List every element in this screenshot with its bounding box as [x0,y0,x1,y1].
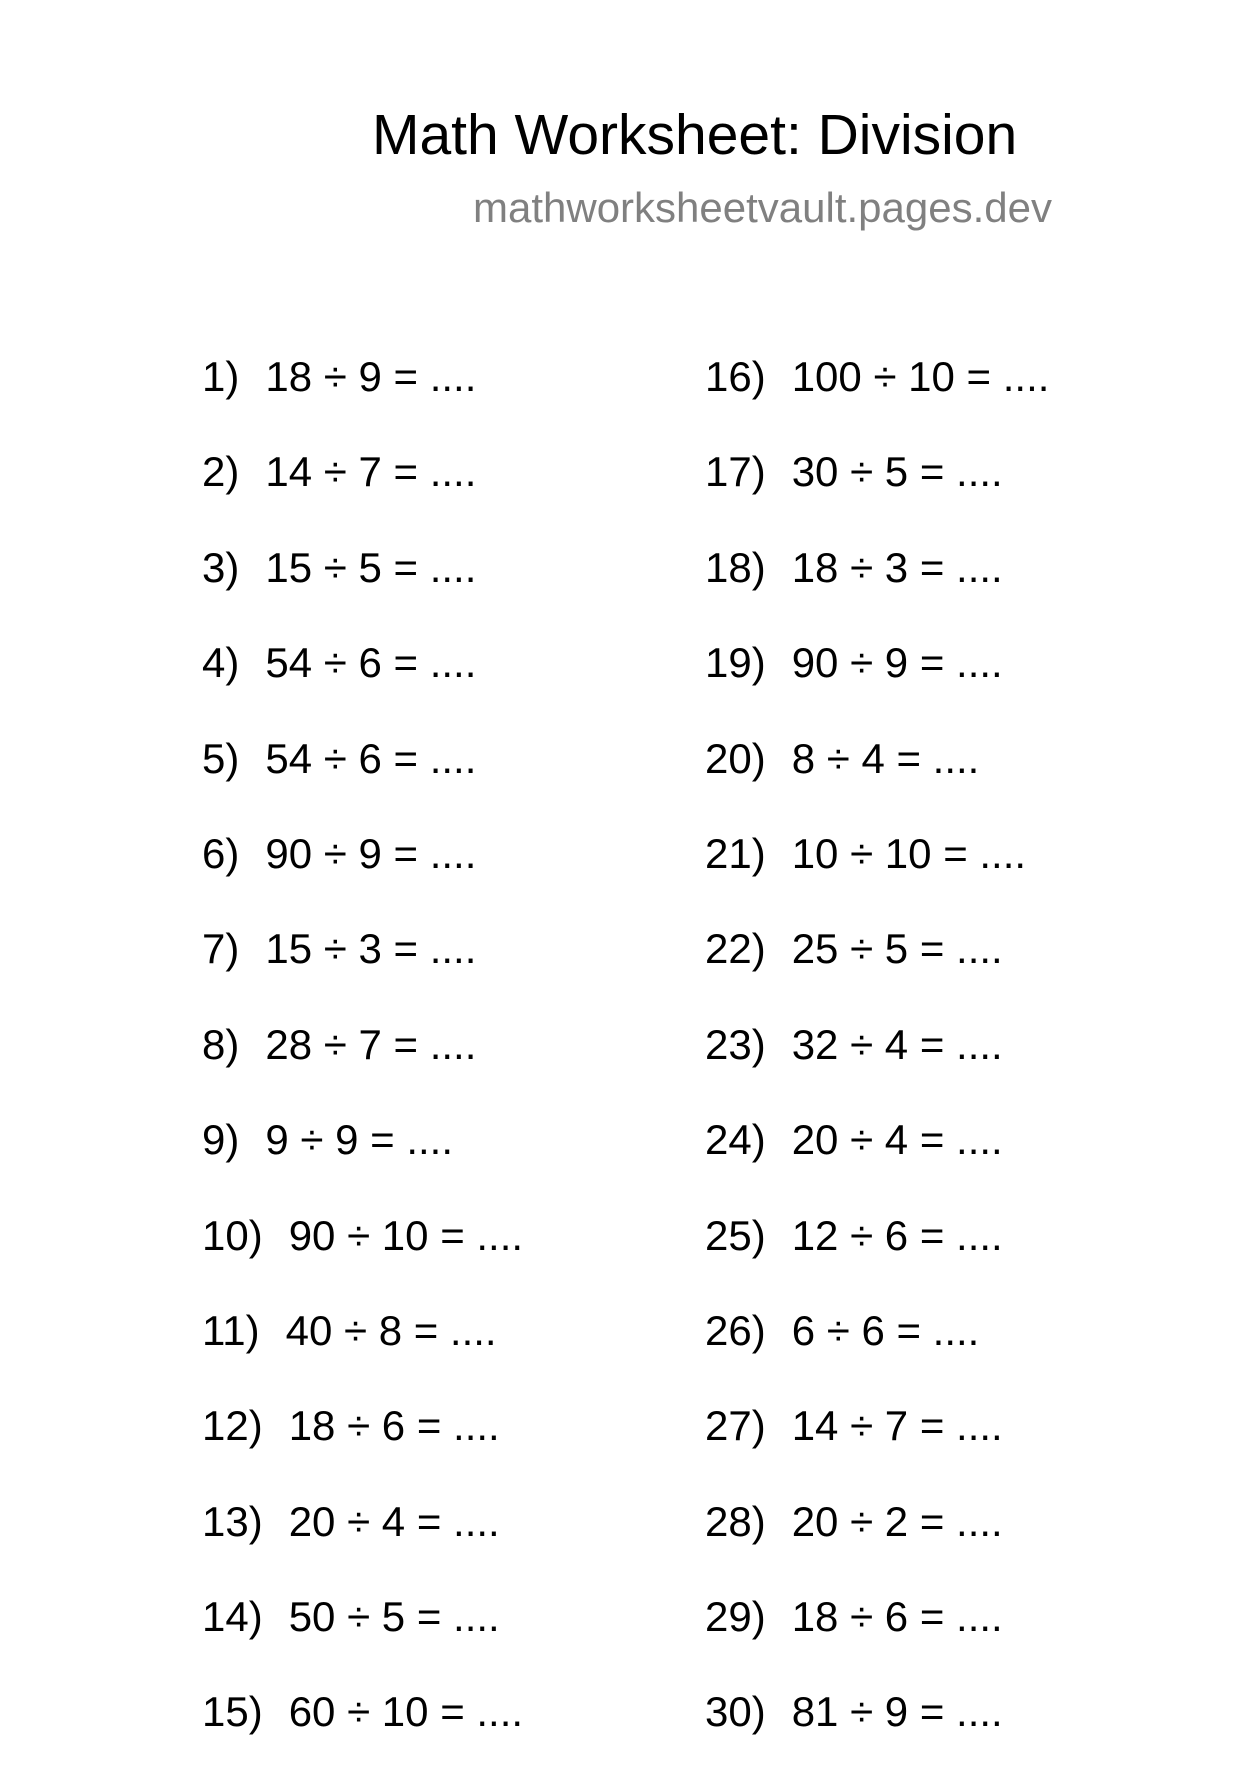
problem-expression: 100 ÷ 10 = .... [791,353,1050,400]
problem-expression: 32 ÷ 4 = .... [791,1020,1003,1068]
problem-expression: 15 ÷ 5 = .... [265,543,477,591]
problem-expression: 10 ÷ 10 = .... [791,829,1027,877]
problem-expression: 20 ÷ 2 = .... [791,1497,1003,1545]
problem-item [202,543,523,638]
problem-item [705,1020,1049,1115]
problem-column-left [202,352,523,1783]
problem-item [705,1211,1049,1306]
problem-number: 23) [705,1020,766,1068]
problem-expression: 28 ÷ 7 = .... [265,1020,477,1068]
problem-expression: 90 ÷ 9 = .... [791,639,1003,687]
problem-expression: 90 ÷ 9 = .... [265,829,477,877]
problem-item [705,1497,1049,1592]
problem-expression: 15 ÷ 3 = .... [265,925,477,973]
worksheet-title: Math Worksheet: Division [372,103,1018,167]
problem-number: 24) [705,1116,766,1164]
problem-item [202,1687,523,1782]
worksheet-source-url: mathworksheetvault.pages.dev [473,184,1052,231]
problem-item [705,1306,1049,1401]
problem-number: 3) [202,543,240,591]
problem-expression: 14 ÷ 7 = .... [791,1402,1003,1450]
problem-item [705,1401,1049,1496]
problem-item [705,352,1049,447]
problem-number: 29) [705,1593,766,1641]
problem-expression: 54 ÷ 6 = .... [265,734,477,782]
problem-number: 28) [705,1497,766,1545]
problem-number: 6) [202,829,240,877]
problem-number: 20) [705,734,766,782]
problem-number: 17) [705,448,766,496]
problem-item [202,1306,523,1401]
problem-number: 9) [202,1116,240,1164]
problem-item [705,829,1049,924]
problem-number: 8) [202,1020,240,1068]
problem-number: 15) [202,1688,263,1736]
problem-item [705,447,1049,542]
problem-expression: 90 ÷ 10 = .... [288,1211,524,1259]
problem-number: 10) [202,1211,263,1259]
problem-expression: 18 ÷ 3 = .... [791,543,1003,591]
problem-number: 12) [202,1402,263,1450]
problem-number: 19) [705,639,766,687]
problem-number: 11) [202,1306,260,1354]
problem-number: 26) [705,1306,766,1354]
problem-column-right [705,352,1049,1783]
problem-number: 13) [202,1497,263,1545]
problem-item [705,734,1049,829]
problem-item [202,829,523,924]
problem-number: 14) [202,1593,263,1641]
problem-number: 18) [705,543,766,591]
problem-number: 25) [705,1211,766,1259]
problem-expression: 50 ÷ 5 = .... [288,1593,500,1641]
problem-expression: 14 ÷ 7 = .... [265,448,477,496]
problem-item [202,1211,523,1306]
problem-expression: 40 ÷ 8 = .... [285,1306,497,1354]
problem-expression: 12 ÷ 6 = .... [791,1211,1003,1259]
problem-item [202,1497,523,1592]
problem-item [202,352,523,447]
problem-expression: 30 ÷ 5 = .... [791,448,1003,496]
problem-item [202,638,523,733]
problem-number: 27) [705,1402,766,1450]
problem-item [705,543,1049,638]
problem-number: 4) [202,639,240,687]
problem-number: 5) [202,734,240,782]
problem-expression: 18 ÷ 9 = .... [265,353,477,400]
problem-item [705,1592,1049,1687]
problem-number: 2) [202,448,240,496]
problem-number: 21) [705,829,766,877]
problem-expression: 81 ÷ 9 = .... [791,1688,1003,1736]
problem-number: 22) [705,925,766,973]
problem-expression: 18 ÷ 6 = .... [791,1593,1003,1641]
problem-number: 7) [202,925,240,973]
problem-item [202,447,523,542]
problem-item [705,1115,1049,1210]
problem-item [202,924,523,1019]
problem-expression: 6 ÷ 6 = .... [791,1306,980,1354]
problem-expression: 8 ÷ 4 = .... [791,734,980,782]
problem-item [705,924,1049,1019]
problem-expression: 18 ÷ 6 = .... [288,1402,500,1450]
problem-item [202,1020,523,1115]
problem-item [705,1687,1049,1782]
problem-item [202,734,523,829]
problem-item [202,1401,523,1496]
problem-expression: 54 ÷ 6 = .... [265,639,477,687]
problem-number: 16) [705,353,766,400]
problem-expression: 20 ÷ 4 = .... [791,1116,1003,1164]
problem-item [202,1115,523,1210]
problem-number: 1) [202,353,240,400]
problem-number: 30) [705,1688,766,1736]
problem-item [705,638,1049,733]
problem-expression: 20 ÷ 4 = .... [288,1497,500,1545]
problem-expression: 25 ÷ 5 = .... [791,925,1003,973]
problem-expression: 9 ÷ 9 = .... [265,1116,454,1164]
problem-item [202,1592,523,1687]
problem-expression: 60 ÷ 10 = .... [288,1688,524,1736]
